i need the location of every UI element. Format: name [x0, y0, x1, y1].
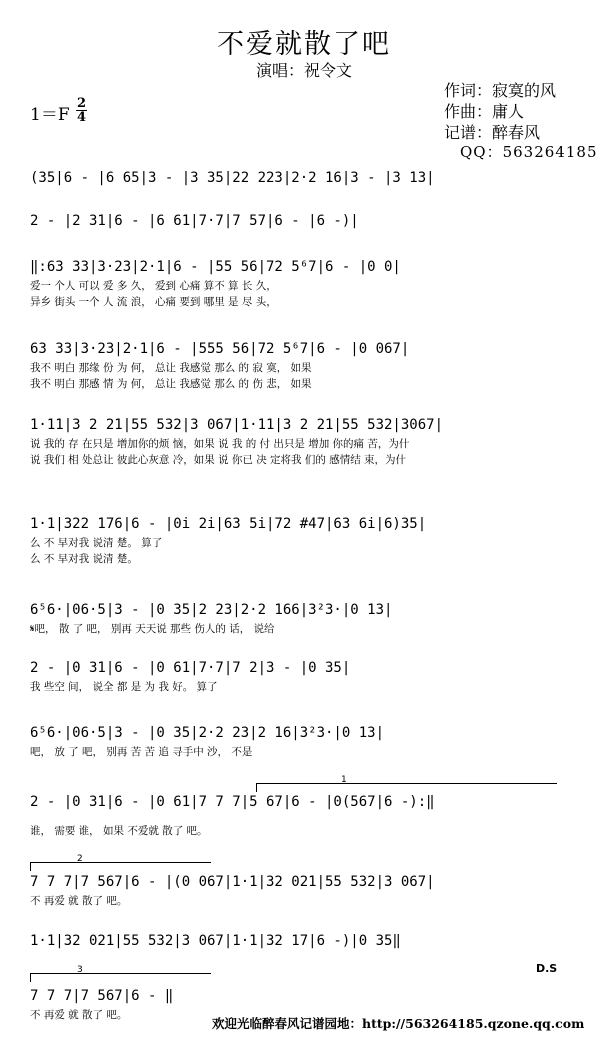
notation-line: 1·1|322 176|6 - |0i 2i|63 5i|72 #47|63 6i|6)35|: [30, 516, 427, 532]
volta-3-bracket: [30, 965, 211, 982]
lyricist-credit: 作词：寂寞的风: [444, 81, 557, 100]
notation-line: 1·11|3 2 21|55 532|3 067|1·11|3 2 21|55 532|3067|: [30, 417, 444, 433]
lyric-line-1: 不 再爱 就 散了 吧。: [30, 895, 128, 907]
transcriber-credit: 记谱：醉春风: [444, 123, 541, 142]
time-sig-bottom: 4: [77, 110, 87, 125]
lyric-line-1: 爱一 个人 可以 爱 多 久， 爱到 心痛 算不 算 长 久，: [30, 280, 277, 292]
time-sig-top: 2: [77, 96, 87, 111]
singer-credit: 演唱：祝令文: [255, 61, 352, 80]
score-row-2: [30, 210, 580, 232]
notation-line: 7 7 7|7 567|6 - |(0 067|1·1|32 021|55 532|3 067|: [30, 874, 435, 890]
volta-2-number: 2: [77, 854, 83, 864]
score-row-6: [30, 513, 580, 567]
score-row-10: [30, 791, 580, 839]
score-row-8: [30, 657, 580, 695]
time-signature: [76, 97, 87, 124]
lyric-line-1: 我不 明白 那缘 份 为 何， 总让 我感觉 那么 的 寂 寞， 如果: [30, 362, 312, 374]
score-row-11: [30, 871, 580, 909]
lyric-line-2: 异乡 街头 一个 人 流 浪， 心痛 要到 哪里 是 尽 头，: [30, 296, 277, 308]
composer-credit: 作曲：庸人: [444, 102, 525, 121]
lyric-line-1: 𝄋吧， 散 了 吧， 别再 天天说 那些 伤人的 话， 说给: [30, 623, 275, 635]
credits-block: [444, 80, 556, 143]
lyric-line-2: 说 我们 相 处总让 彼此心灰意 冷，如果 说 你已 决 定将我 们的 感情结 束，为什: [30, 454, 407, 466]
lyric-line-2: 我不 明白 那感 情 为 何， 总让 我感觉 那么 的 伤 悲， 如果: [30, 378, 312, 390]
notation-line: ‖:63 33|3·23|2·1|6 - |55 56|72 5⁶7|6 - |0 0|: [30, 259, 401, 275]
score-row-5: [30, 414, 580, 468]
notation-line: (35|6 - |6 65|3 - |3 35|22 223|2·2 16|3 - |3 13|: [30, 170, 435, 186]
score-row-7: [30, 599, 580, 637]
volta-1-number: 1: [341, 775, 347, 785]
notation-line: 63 33|3·23|2·1|6 - |555 56|72 5⁶7|6 - |0 067|: [30, 341, 410, 357]
volta-3-number: 3: [77, 965, 83, 975]
score-row-3: [30, 256, 580, 310]
notation-line: 2 - |0 31|6 - |0 61|7·7|7 2|3 - |0 35|: [30, 660, 351, 676]
lyric-line-1: 我 些空 间， 说全 都 是 为 我 好。 算了: [30, 681, 218, 693]
lyric-line-1: 么 不 早对我 说清 楚。 算了: [30, 537, 163, 549]
lyric-line-1: 吧， 放 了 吧， 别再 苦 苦 追 寻手中 沙， 不是: [30, 746, 253, 758]
score-row-4: [30, 338, 580, 392]
score-row-1: [30, 167, 580, 189]
lyric-line-1: 说 我的 存 在只是 增加你的烦 恼，如果 说 我 的 付 出只是 增加 你的痛 苦，为什: [30, 438, 410, 450]
ds-mark: D.S: [536, 962, 558, 975]
notation-line: 6⁵6·|06·5|3 - |0 35|2·2 23|2 16|3²3·|0 13|: [30, 725, 385, 741]
score-row-9: [30, 722, 580, 760]
notation-line: 1·1|32 021|55 532|3 067|1·1|32 17|6 -)|0 35‖: [30, 933, 401, 949]
lyric-line-2: 么 不 早对我 说清 楚。: [30, 553, 138, 565]
notation-line: 6⁵6·|06·5|3 - |0 35|2 23|2·2 166|3²3·|0 13|: [30, 602, 393, 618]
notation-line: 2 - |2 31|6 - |6 61|7·7|7 57|6 - |6 -)|: [30, 213, 359, 229]
lyric-line-1: 不 再爱 就 散了 吧。: [30, 1009, 128, 1021]
footer-website-note: 欢迎光临醉春风记谱园地：http://563264185.qzone.qq.com: [212, 1016, 585, 1031]
volta-2-bracket: [30, 854, 211, 871]
score-row-12: [30, 930, 580, 952]
key-signature: 1＝F: [30, 105, 70, 125]
notation-line: 7 7 7|7 567|6 - ‖: [30, 988, 174, 1004]
lyric-line-1: 谁， 需要 谁， 如果 不爱就 散了 吧。: [30, 825, 208, 837]
qq-number: QQ：563264185: [460, 143, 598, 161]
notation-line: 2 - |0 31|6 - |0 61|7 7 7|5 67|6 - |0(567|6 -):‖: [30, 794, 435, 810]
song-title: 不爱就散了吧: [217, 29, 391, 60]
